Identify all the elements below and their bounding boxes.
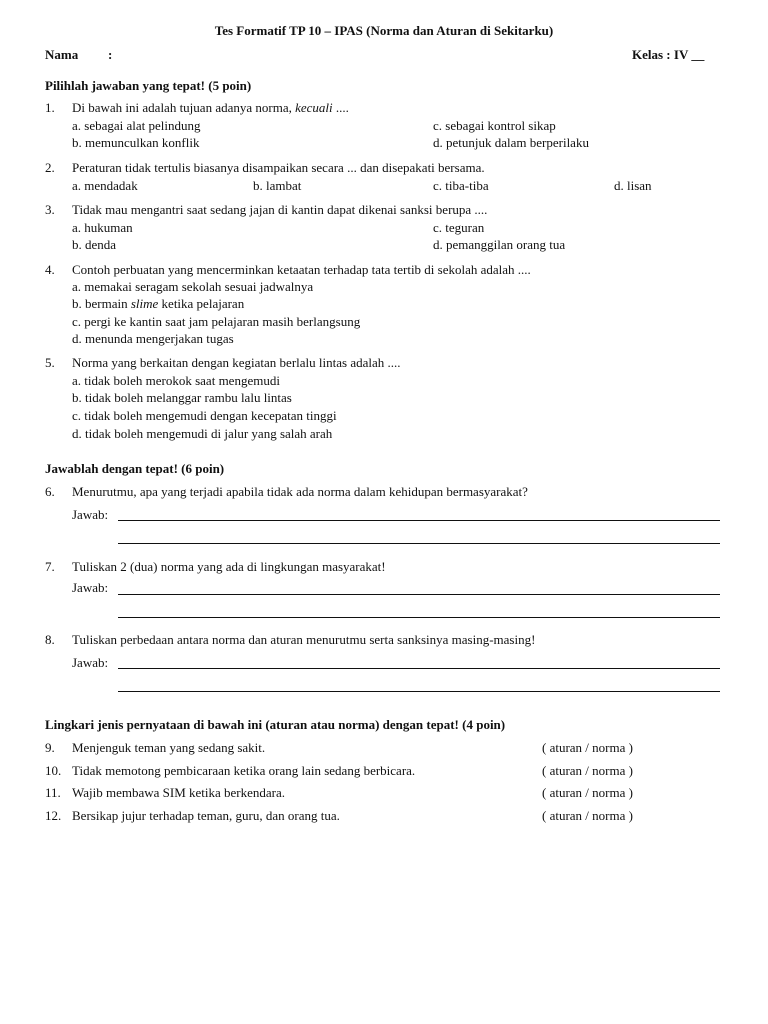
q9-text: Menjenguk teman yang sedang sakit.	[72, 740, 266, 755]
q8-answer-label: Jawab:	[72, 655, 109, 670]
q1-number: 1.	[45, 100, 55, 115]
q5-number: 5.	[45, 355, 55, 370]
q6-number: 6.	[45, 484, 55, 499]
q5-option-a: a. tidak boleh merokok saat mengemudi	[72, 373, 280, 388]
q3-text: Tidak mau mengantri saat sedang jajan di kantin dapat dikenai sanksi berupa ....	[72, 202, 488, 217]
q5-text: Norma yang berkaitan dengan kegiatan berlalu lintas adalah ....	[72, 355, 401, 370]
q10-choice[interactable]: ( aturan / norma )	[542, 763, 633, 778]
q12-choice[interactable]: ( aturan / norma )	[542, 808, 633, 823]
q3-option-c: c. teguran	[433, 220, 485, 235]
q11-number: 11.	[45, 785, 61, 800]
q2-number: 2.	[45, 160, 55, 175]
page-title: Tes Formatif TP 10 – IPAS (Norma dan Aturan di Sekitarku)	[214, 23, 554, 38]
q11-choice[interactable]: ( aturan / norma )	[542, 785, 633, 800]
q3-option-a: a. hukuman	[72, 220, 133, 235]
q1-option-d: d. petunjuk dalam berperilaku	[433, 135, 589, 150]
q1-option-c: c. sebagai kontrol sikap	[433, 118, 556, 133]
q6-answer-line-1[interactable]	[118, 520, 720, 521]
section1-heading: Pilihlah jawaban yang tepat! (5 poin)	[45, 78, 252, 93]
q5-option-b: b. tidak boleh melanggar rambu lalu lintas	[72, 390, 292, 405]
q2-text: Peraturan tidak tertulis biasanya disampaikan secara ... dan disepakati bersama.	[72, 160, 485, 175]
q2-option-b: b. lambat	[253, 178, 302, 193]
section3-heading: Lingkari jenis pernyataan di bawah ini (aturan atau norma) dengan tepat! (4 poin)	[45, 717, 506, 732]
q7-text: Tuliskan 2 (dua) norma yang ada di lingkungan masyarakat!	[72, 559, 386, 574]
nama-colon: :	[108, 47, 113, 62]
q10-text: Tidak memotong pembicaraan ketika orang lain sedang berbicara.	[72, 763, 416, 778]
q10-number: 10.	[45, 763, 62, 778]
q8-answer-line-2[interactable]	[118, 691, 720, 692]
q2-option-a: a. mendadak	[72, 178, 138, 193]
q2-option-c: c. tiba-tiba	[433, 178, 489, 193]
q1-text: Di bawah ini adalah tujuan adanya norma, kecuali ....	[72, 100, 349, 115]
q1-option-b: b. memunculkan konflik	[72, 135, 200, 150]
q3-option-b: b. denda	[72, 237, 117, 252]
q4-number: 4.	[45, 262, 55, 277]
q4-option-c: c. pergi ke kantin saat jam pelajaran masih berlangsung	[72, 314, 361, 329]
q5-option-c: c. tidak boleh mengemudi dengan kecepatan tinggi	[72, 408, 337, 423]
q4-text: Contoh perbuatan yang mencerminkan ketaatan terhadap tata tertib di sekolah adalah ....	[72, 262, 531, 277]
q8-number: 8.	[45, 632, 55, 647]
q6-answer-label: Jawab:	[72, 507, 109, 522]
q12-text: Bersikap jujur terhadap teman, guru, dan orang tua.	[72, 808, 340, 823]
q3-option-d: d. pemanggilan orang tua	[433, 237, 566, 252]
q3-number: 3.	[45, 202, 55, 217]
q8-answer-line-1[interactable]	[118, 668, 720, 669]
q7-answer-line-1[interactable]	[118, 594, 720, 595]
q7-number: 7.	[45, 559, 55, 574]
q9-number: 9.	[45, 740, 55, 755]
q11-text: Wajib membawa SIM ketika berkendara.	[72, 785, 286, 800]
q4-option-b: b. bermain slime ketika pelajaran	[72, 296, 245, 311]
q4-option-d: d. menunda mengerjakan tugas	[72, 331, 234, 346]
q4-option-a: a. memakai seragam sekolah sesuai jadwalnya	[72, 279, 314, 294]
q7-answer-line-2[interactable]	[118, 617, 720, 618]
kelas-label: Kelas : IV __	[632, 47, 705, 62]
q5-option-d: d. tidak boleh mengemudi di jalur yang salah arah	[72, 426, 333, 441]
q6-answer-line-2[interactable]	[118, 543, 720, 544]
q6-text: Menurutmu, apa yang terjadi apabila tidak ada norma dalam kehidupan bermasyarakat?	[72, 484, 528, 499]
nama-label: Nama	[45, 47, 79, 62]
q2-option-d: d. lisan	[614, 178, 652, 193]
q12-number: 12.	[45, 808, 62, 823]
q9-choice[interactable]: ( aturan / norma )	[542, 740, 633, 755]
q8-text: Tuliskan perbedaan antara norma dan aturan menurutmu serta sanksinya masing-masing!	[72, 632, 536, 647]
q1-option-a: a. sebagai alat pelindung	[72, 118, 201, 133]
q7-answer-label: Jawab:	[72, 580, 109, 595]
section2-heading: Jawablah dengan tepat! (6 poin)	[45, 461, 225, 476]
